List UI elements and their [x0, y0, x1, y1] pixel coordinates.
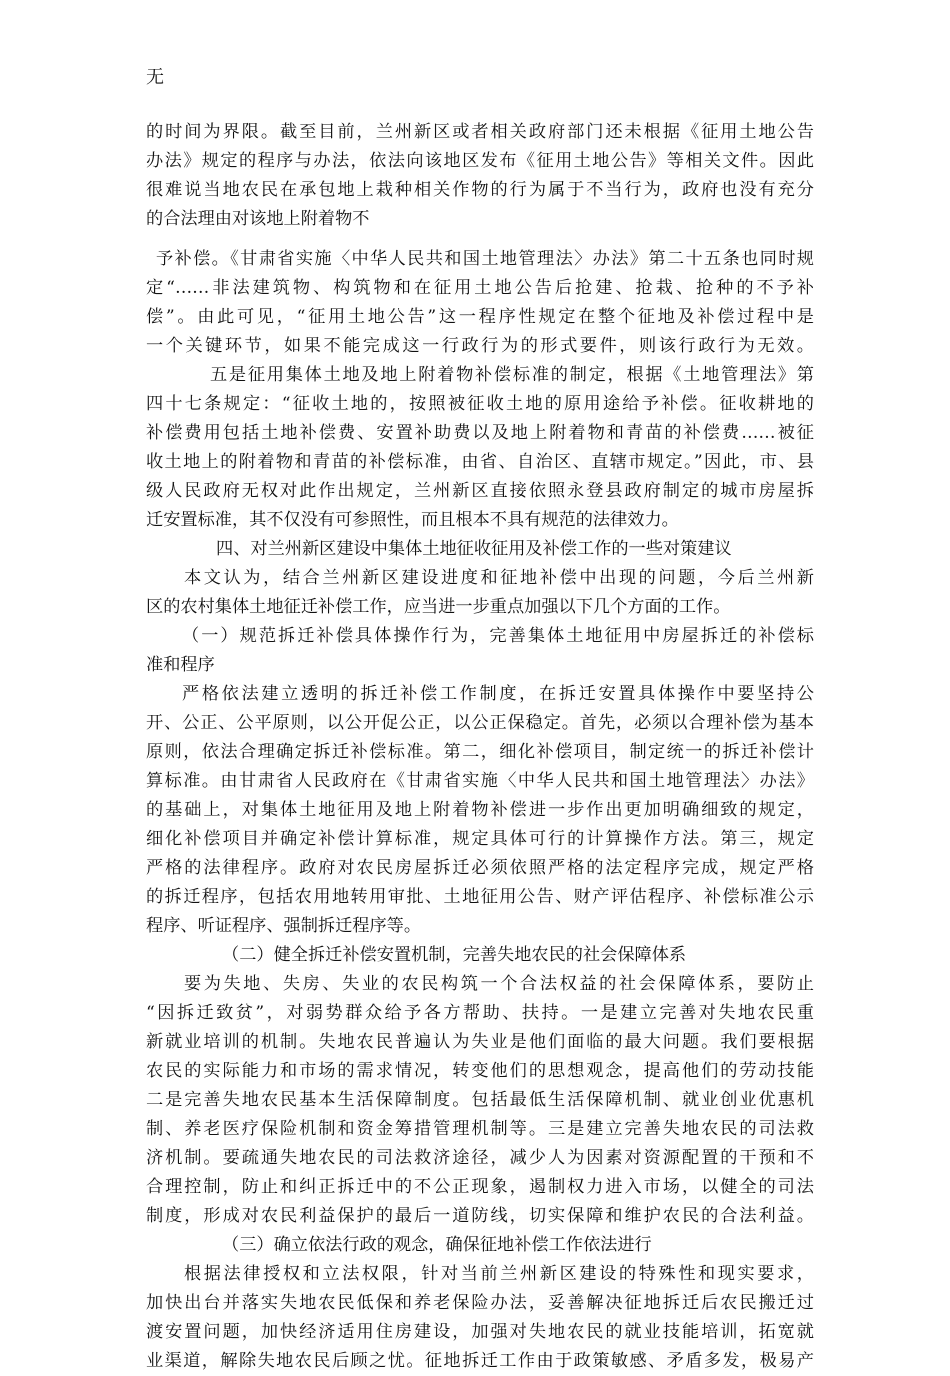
- text-line: 要为失地、失房、失业的农民构筑一个合法权益的社会保障体系，要防止: [184, 974, 814, 994]
- text-line: 加快出台并落实失地农民低保和养老保险办法，妥善解决征地拆迁后农民搬迁过: [146, 1293, 814, 1313]
- text-line: 迁安置标准，其不仅没有可参照性，而且根本不具有规范的法律效力。: [146, 510, 679, 530]
- text-line: 的合法理由对该地上附着物不: [146, 209, 370, 229]
- text-line: 补偿费用包括土地补偿费、安置补助费以及地上附着物和青苗的补偿费……被征: [146, 423, 814, 443]
- paragraph-block-2: [146, 245, 814, 1376]
- text-line: 很难说当地农民在承包地上栽种相关作物的行为属于不当行为，政府也没有充分: [146, 180, 814, 200]
- text-line: 收土地上的附着物和青苗的补偿标准，由省、自治区、直辖市规定。”因此，市、县: [146, 452, 814, 472]
- text-line: 业渠道，解除失地农民后顾之忧。征地拆迁工作由于政策敏感、矛盾多发，极易产: [146, 1351, 814, 1371]
- text-line: 根据法律授权和立法权限，针对当前兰州新区建设的特殊性和现实要求，: [184, 1264, 814, 1284]
- text-line: 的基础上，对集体土地征用及地上附着物补偿进一步作出更加明确细致的规定，: [146, 800, 814, 820]
- text-line: 级人民政府无权对此作出规定，兰州新区直接依照永登县政府制定的城市房屋拆: [146, 481, 814, 501]
- text-line: 区的农村集体土地征迁补偿工作，应当进一步重点加强以下几个方面的工作。: [146, 597, 731, 617]
- section-heading: 四、对兰州新区建设中集体土地征收征用及补偿工作的一些对策建议: [216, 539, 732, 559]
- text-line: 四十七条规定：“征收土地的，按照被征收土地的原用途给予补偿。征收耕地的: [146, 394, 814, 414]
- text-line: 制、养老医疗保险机制和资金筹措管理机制等。三是建立完善失地农民的司法救: [146, 1119, 814, 1139]
- subsection-heading: 准和程序: [146, 655, 215, 675]
- text-line: 严格的法律程序。政府对农民房屋拆迁必须依照严格的法定程序完成，规定严格: [146, 858, 814, 878]
- text-line: 制度，形成对农民利益保护的最后一道防线，切实保障和维护农民的合法利益。: [146, 1206, 814, 1226]
- subsection-heading: （二）健全拆迁补偿安置机制，完善失地农民的社会保障体系: [222, 945, 687, 965]
- paragraph-block-1: [146, 118, 814, 234]
- text-line: “因拆迁致贫”，对弱势群众给予各方帮助、扶持。一是建立完善对失地农民重: [146, 1003, 814, 1023]
- text-line: 合理控制，防止和纠正拆迁中的不公正现象，遏制权力进入市场，以健全的司法: [146, 1177, 814, 1197]
- text-line: 开、公正、公平原则，以公开促公正，以公正保稳定。首先，必须以合理补偿为基本: [146, 713, 814, 733]
- text-line: 一个关键环节，如果不能完成这一行政行为的形式要件，则该行政行为无效。: [146, 336, 814, 356]
- page-header: 无: [146, 67, 164, 88]
- subsection-heading: （一）规范拆迁补偿具体操作行为，完善集体土地征用中房屋拆迁的补偿标: [182, 626, 814, 646]
- text-line: 新就业培训的机制。失地农民普遍认为失业是他们面临的最大问题。我们要根据: [146, 1032, 814, 1052]
- text-line: 渡安置问题，加快经济适用住房建设，加强对失地农民的就业技能培训，拓宽就: [146, 1322, 814, 1342]
- subsection-heading: （三）确立依法行政的观念，确保征地补偿工作依法进行: [222, 1235, 652, 1255]
- text-line: 细化补偿项目并确定补偿计算标准，规定具体可行的计算操作方法。第三，规定: [146, 829, 814, 849]
- text-line: 农民的实际能力和市场的需求情况，转变他们的思想观念，提高他们的劳动技能: [146, 1061, 814, 1081]
- text-line: 予补偿。《甘肃省实施〈中华人民共和国土地管理法〉办法》第二十五条也同时规: [156, 249, 814, 269]
- text-line: 济机制。要疏通失地农民的司法救济途径，减少人为因素对资源配置的干预和不: [146, 1148, 814, 1168]
- text-line: 办法》规定的程序与办法，依法向该地区发布《征用土地公告》等相关文件。因此: [146, 151, 814, 171]
- text-line: 算标准。由甘肃省人民政府在《甘肃省实施〈中华人民共和国土地管理法〉办法》: [146, 771, 814, 791]
- text-line: 原则，依法合理确定拆迁补偿标准。第二，细化补偿项目，制定统一的拆迁补偿计: [146, 742, 814, 762]
- text-line: 定“……非法建筑物、构筑物和在征用土地公告后抢建、抢栽、抢种的不予补: [146, 278, 814, 298]
- text-line: 程序、听证程序、强制拆迁程序等。: [146, 916, 422, 936]
- text-line: 二是完善失地农民基本生活保障制度。包括最低生活保障机制、就业创业优惠机: [146, 1090, 814, 1110]
- text-line: 偿”。由此可见，“征用土地公告”这一程序性规定在整个征地及补偿过程中是: [146, 307, 814, 327]
- text-line: 本文认为，结合兰州新区建设进度和征地补偿中出现的问题，今后兰州新: [184, 568, 814, 588]
- text-line: 的拆迁程序，包括农用地转用审批、土地征用公告、财产评估程序、补偿标准公示: [146, 887, 814, 907]
- text-line: 五是征用集体土地及地上附着物补偿标准的制定，根据《土地管理法》第: [210, 365, 814, 385]
- text-line: 的时间为界限。截至目前，兰州新区或者相关政府部门还未根据《征用土地公告: [146, 122, 814, 142]
- text-line: 严格依法建立透明的拆迁补偿工作制度，在拆迁安置具体操作中要坚持公: [182, 684, 814, 704]
